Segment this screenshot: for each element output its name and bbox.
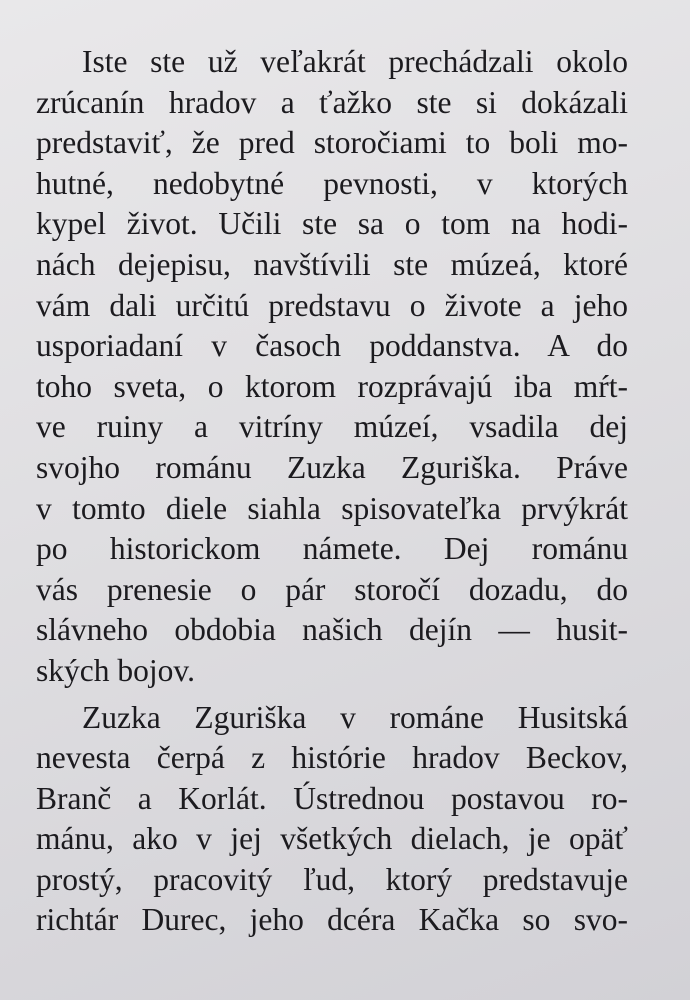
text-line: usporiadaní v časoch poddanstva. A do: [36, 328, 628, 364]
paragraph-2: [36, 698, 628, 942]
text-line: nách dejepisu, navštívili ste múzeá, ktoré: [36, 246, 628, 282]
paragraph-1: [36, 42, 628, 692]
text-line: predstaviť, že pred storočiami to boli mo-: [36, 125, 628, 161]
text-line: slávneho obdobia našich dejín — husit-: [36, 612, 628, 648]
text-line: svojho románu Zuzka Zguriška. Práve: [36, 449, 628, 485]
text-line: ských bojov.: [36, 652, 195, 688]
text-line: prostý, pracovitý ľud, ktorý predstavuje: [36, 861, 628, 897]
text-line: vám dali určitú predstavu o živote a jeho: [36, 287, 628, 323]
text-line: toho sveta, o ktorom rozprávajú iba mŕt-: [36, 368, 628, 404]
text-line: zrúcanín hradov a ťažko ste si dokázali: [36, 84, 628, 120]
text-line: kypel život. Učili ste sa o tom na hodi-: [36, 206, 628, 242]
text-line: v tomto diele siahla spisovateľka prvýkrát: [36, 490, 628, 526]
text-line: mánu, ako v jej všetkých dielach, je opäť: [36, 821, 628, 857]
text-line: richtár Durec, jeho dcéra Kačka so svo-: [36, 902, 628, 938]
text-line: vás prenesie o pár storočí dozadu, do: [36, 571, 628, 607]
text-line: hutné, nedobytné pevnosti, v ktorých: [36, 165, 628, 201]
text-line: Zuzka Zguriška v románe Husitská: [82, 699, 628, 735]
book-page: [36, 42, 628, 947]
text-line: Iste ste už veľakrát prechádzali okolo: [82, 44, 628, 79]
text-line: nevesta čerpá z histórie hradov Beckov,: [36, 740, 628, 776]
text-line: po historickom námete. Dej románu: [36, 531, 628, 567]
text-line: ve ruiny a vitríny múzeí, vsadila dej: [36, 409, 628, 445]
text-line: Branč a Korlát. Ústrednou postavou ro-: [36, 780, 628, 816]
